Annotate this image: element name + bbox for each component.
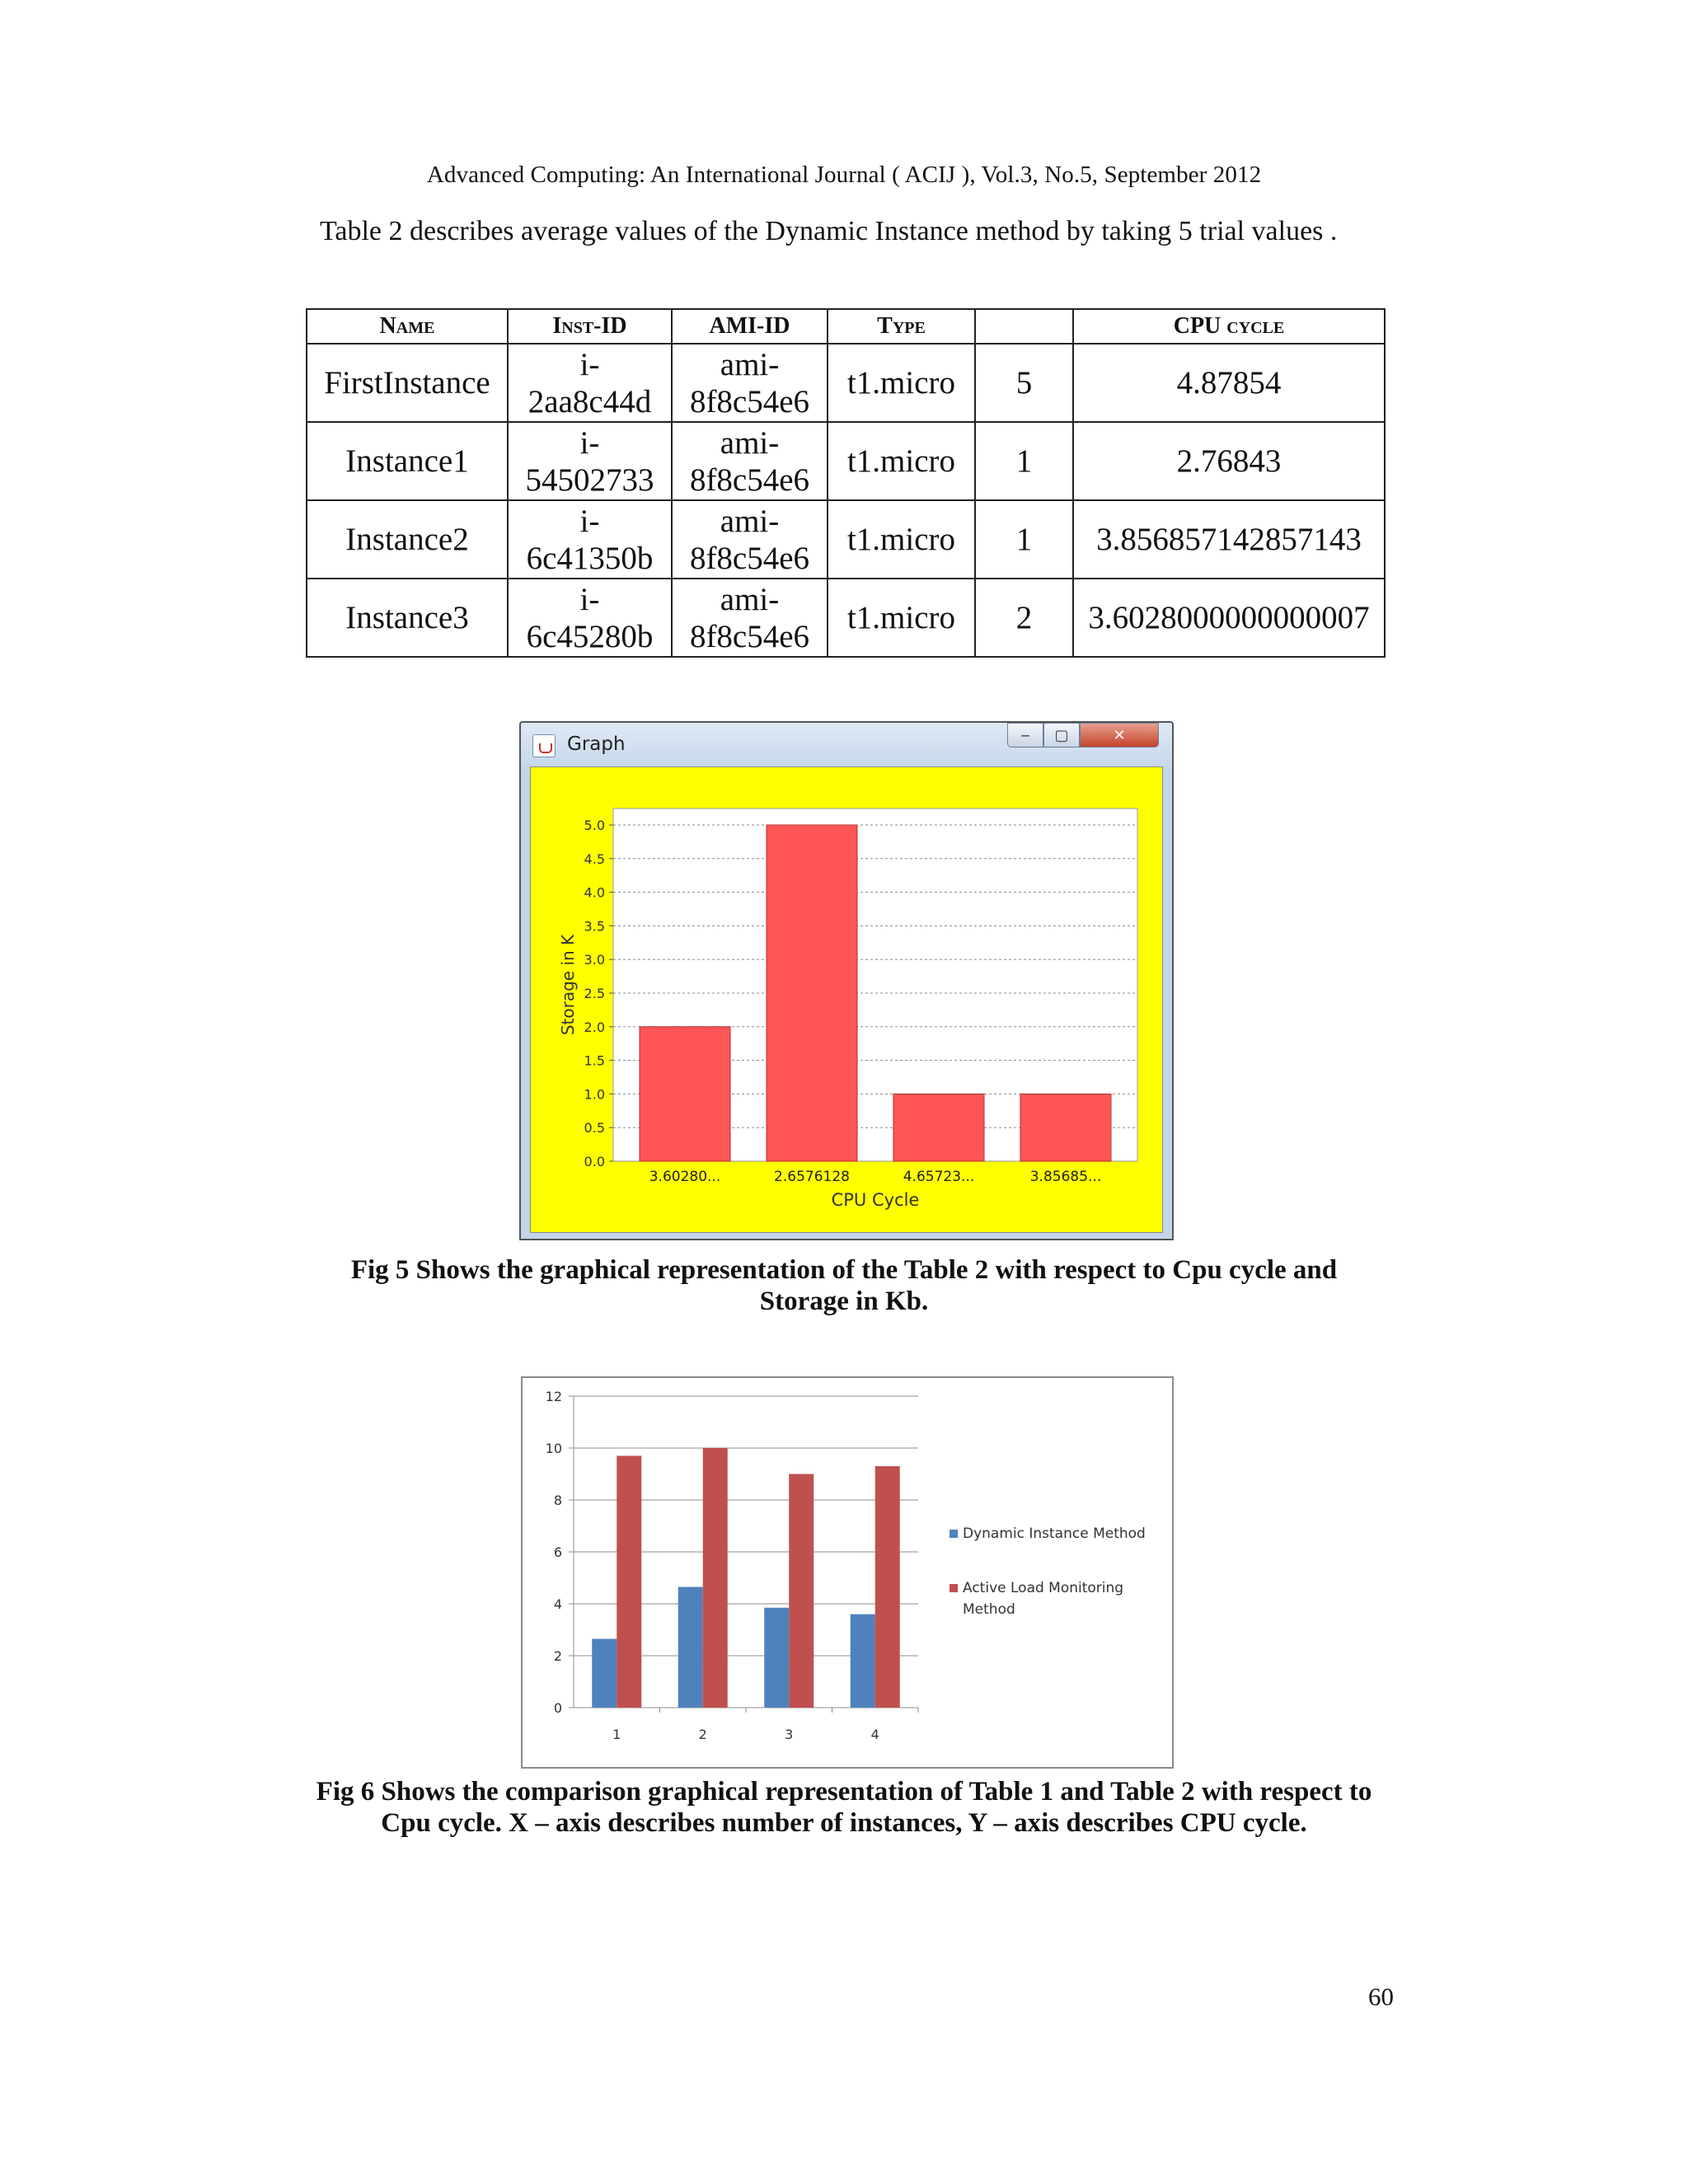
fig5-caption-line1: Fig 5 Shows the graphical representation of the Table 2 with respect to Cpu cycle and bbox=[350, 1255, 1338, 1285]
cell-ami-id bbox=[672, 500, 828, 579]
maximize-icon: ▢ bbox=[1054, 726, 1069, 744]
java-cup-icon bbox=[532, 734, 556, 757]
fig5-bar bbox=[1020, 1094, 1111, 1161]
cell-ami-id-prefix: ami- bbox=[720, 424, 780, 461]
cell-ami-id-suffix: 8f8c54e6 bbox=[689, 462, 810, 498]
minimize-icon: ‒ bbox=[1020, 726, 1030, 744]
cell-type: t1.micro bbox=[828, 579, 975, 657]
maximize-button[interactable] bbox=[1043, 723, 1080, 748]
fig6-ytick-label: 6 bbox=[553, 1544, 562, 1560]
fig6-ytick-label: 2 bbox=[553, 1648, 562, 1664]
fig5-ytick-label: 4.0 bbox=[584, 884, 605, 901]
cell-inst-id-suffix: 2aa8c44d bbox=[528, 383, 652, 419]
fig6-legend-label-line: Active Load Monitoring bbox=[963, 1580, 1124, 1596]
cell-name: Instance3 bbox=[307, 579, 508, 657]
table-body bbox=[307, 344, 1385, 657]
cell-type: t1.micro bbox=[828, 500, 975, 579]
fig5-ytick-label: 4.5 bbox=[584, 851, 605, 867]
fig5-bar bbox=[767, 825, 857, 1161]
fig5-y-axis-title: Storage in K bbox=[558, 934, 578, 1036]
cell-count: 5 bbox=[975, 344, 1073, 422]
fig6-bar bbox=[764, 1608, 789, 1708]
cell-ami-id-prefix: ami- bbox=[720, 503, 780, 539]
cell-inst-id bbox=[508, 579, 672, 657]
cell-cpu-cycle: 3.6028000000000007 bbox=[1073, 579, 1385, 657]
col-header-name: Name bbox=[307, 309, 508, 344]
cell-ami-id-suffix: 8f8c54e6 bbox=[689, 618, 810, 654]
fig6-bar bbox=[592, 1639, 617, 1708]
cell-cpu-cycle: 4.87854 bbox=[1073, 344, 1385, 422]
cell-cpu-cycle: 3.856857142857143 bbox=[1073, 500, 1385, 579]
fig5-ytick-label: 3.0 bbox=[584, 952, 605, 968]
fig5-ytick-label: 2.0 bbox=[584, 1019, 605, 1035]
fig6-category-label: 2 bbox=[698, 1727, 707, 1742]
cell-inst-id-prefix: i- bbox=[579, 424, 600, 461]
cell-ami-id-suffix: 8f8c54e6 bbox=[689, 383, 810, 419]
cell-inst-id-suffix: 6c41350b bbox=[526, 540, 654, 576]
cell-inst-id bbox=[508, 422, 672, 500]
cell-inst-id bbox=[508, 344, 672, 422]
fig6-chart bbox=[523, 1378, 1172, 1767]
fig6-caption bbox=[0, 1776, 1688, 1839]
running-head: Advanced Computing: An International Journal ( ACIJ ), Vol.3, No.5, September 2012 bbox=[426, 162, 1262, 188]
col-header-type: Type bbox=[828, 309, 975, 344]
cell-ami-id-suffix: 8f8c54e6 bbox=[689, 540, 810, 576]
close-icon: ✕ bbox=[1113, 726, 1126, 744]
fig5-caption bbox=[0, 1254, 1688, 1317]
cell-ami-id-prefix: ami- bbox=[720, 346, 780, 382]
fig6-ytick-label: 12 bbox=[545, 1389, 562, 1404]
fig5-ytick-label: 5.0 bbox=[584, 818, 605, 833]
cell-ami-id bbox=[672, 422, 828, 500]
cell-type: t1.micro bbox=[828, 344, 975, 422]
table-row bbox=[307, 344, 1385, 422]
fig5-ytick-label: 0.5 bbox=[584, 1120, 605, 1137]
fig5-ytick-label: 1.5 bbox=[584, 1052, 605, 1069]
fig6-bar bbox=[789, 1474, 814, 1708]
cell-inst-id-prefix: i- bbox=[579, 581, 600, 617]
cell-ami-id bbox=[672, 344, 828, 422]
fig6-legend-label bbox=[963, 1580, 1123, 1618]
cell-cpu-cycle: 2.76843 bbox=[1073, 422, 1385, 500]
graph-window-title: Graph bbox=[567, 733, 626, 755]
cell-name: Instance2 bbox=[307, 500, 508, 579]
cell-inst-id-suffix: 54502733 bbox=[525, 462, 654, 498]
fig5-caption-line2: Storage in Kb. bbox=[759, 1286, 929, 1316]
fig5-category-label: 3.85685... bbox=[1029, 1169, 1102, 1185]
fig5-bar bbox=[640, 1027, 730, 1161]
fig6-ytick-label: 8 bbox=[553, 1493, 562, 1508]
graph-window-client bbox=[530, 766, 1163, 1233]
fig6-ytick-label: 4 bbox=[553, 1596, 562, 1612]
fig6-ytick-label: 10 bbox=[545, 1441, 562, 1456]
fig6-bar bbox=[678, 1587, 703, 1708]
fig6-bar bbox=[851, 1615, 875, 1708]
cell-inst-id-suffix: 6c45280b bbox=[526, 618, 654, 654]
table-2 bbox=[306, 308, 1386, 658]
cell-ami-id-prefix: ami- bbox=[720, 581, 780, 617]
fig6-legend-swatch bbox=[950, 1584, 958, 1592]
fig5-category-label: 3.60280... bbox=[649, 1169, 721, 1185]
fig6-caption-line2: Cpu cycle. X – axis describes number of instances, Y – axis describes CPU cycle. bbox=[381, 1808, 1307, 1838]
cell-name: Instance1 bbox=[307, 422, 508, 500]
fig6-bar bbox=[617, 1455, 641, 1708]
fig6-bar bbox=[703, 1448, 728, 1708]
fig6-category-label: 1 bbox=[612, 1727, 621, 1742]
fig5-category-label: 4.65723... bbox=[903, 1169, 975, 1185]
fig5-ytick-label: 0.0 bbox=[584, 1154, 605, 1169]
cell-name: FirstInstance bbox=[307, 344, 508, 422]
minimize-button[interactable] bbox=[1007, 723, 1043, 748]
graph-window-titlebar[interactable] bbox=[532, 726, 1159, 762]
table-row bbox=[307, 500, 1385, 579]
graph-window bbox=[519, 721, 1174, 1240]
fig6-caption-line1: Fig 6 Shows the comparison graphical representation of Table 1 and Table 2 with respect to bbox=[316, 1777, 1372, 1807]
col-header-count bbox=[975, 309, 1073, 344]
fig5-chart bbox=[531, 767, 1162, 1232]
fig5-category-label: 2.6576128 bbox=[774, 1169, 850, 1185]
cell-ami-id bbox=[672, 579, 828, 657]
window-controls bbox=[1007, 723, 1159, 749]
table-row bbox=[307, 422, 1385, 500]
fig6-legend-swatch bbox=[950, 1530, 958, 1538]
intro-paragraph: Table 2 describes average values of the Dynamic Instance method by taking 5 trial values . bbox=[320, 216, 1338, 246]
page-number: 60 bbox=[1368, 1982, 1394, 2011]
fig6-ytick-label: 0 bbox=[553, 1700, 562, 1716]
fig6-chart-frame bbox=[521, 1376, 1174, 1769]
fig5-bar bbox=[893, 1094, 984, 1161]
table-header-row bbox=[307, 309, 1385, 344]
cell-inst-id-prefix: i- bbox=[579, 503, 600, 539]
table-row bbox=[307, 579, 1385, 657]
fig6-category-label: 3 bbox=[785, 1727, 794, 1742]
cell-count: 2 bbox=[975, 579, 1073, 657]
cell-count: 1 bbox=[975, 422, 1073, 500]
fig6-bar bbox=[875, 1466, 900, 1708]
close-button[interactable] bbox=[1080, 723, 1159, 748]
fig6-legend-label-line: Method bbox=[963, 1601, 1015, 1618]
col-header-inst-id: Inst-ID bbox=[508, 309, 672, 344]
col-header-ami-id: AMI-ID bbox=[672, 309, 828, 344]
fig5-ytick-label: 2.5 bbox=[584, 986, 605, 1001]
fig5-x-axis-title: CPU Cycle bbox=[831, 1190, 920, 1210]
cell-count: 1 bbox=[975, 500, 1073, 579]
fig5-ytick-label: 3.5 bbox=[584, 918, 605, 935]
col-header-cpu-cycle: CPU cycle bbox=[1073, 309, 1385, 344]
fig5-ytick-label: 1.0 bbox=[584, 1086, 605, 1103]
fig6-legend-label: Dynamic Instance Method bbox=[963, 1526, 1146, 1542]
cell-inst-id-prefix: i- bbox=[579, 346, 600, 382]
fig6-category-label: 4 bbox=[870, 1727, 879, 1742]
cell-inst-id bbox=[508, 500, 672, 579]
cell-type: t1.micro bbox=[828, 422, 975, 500]
